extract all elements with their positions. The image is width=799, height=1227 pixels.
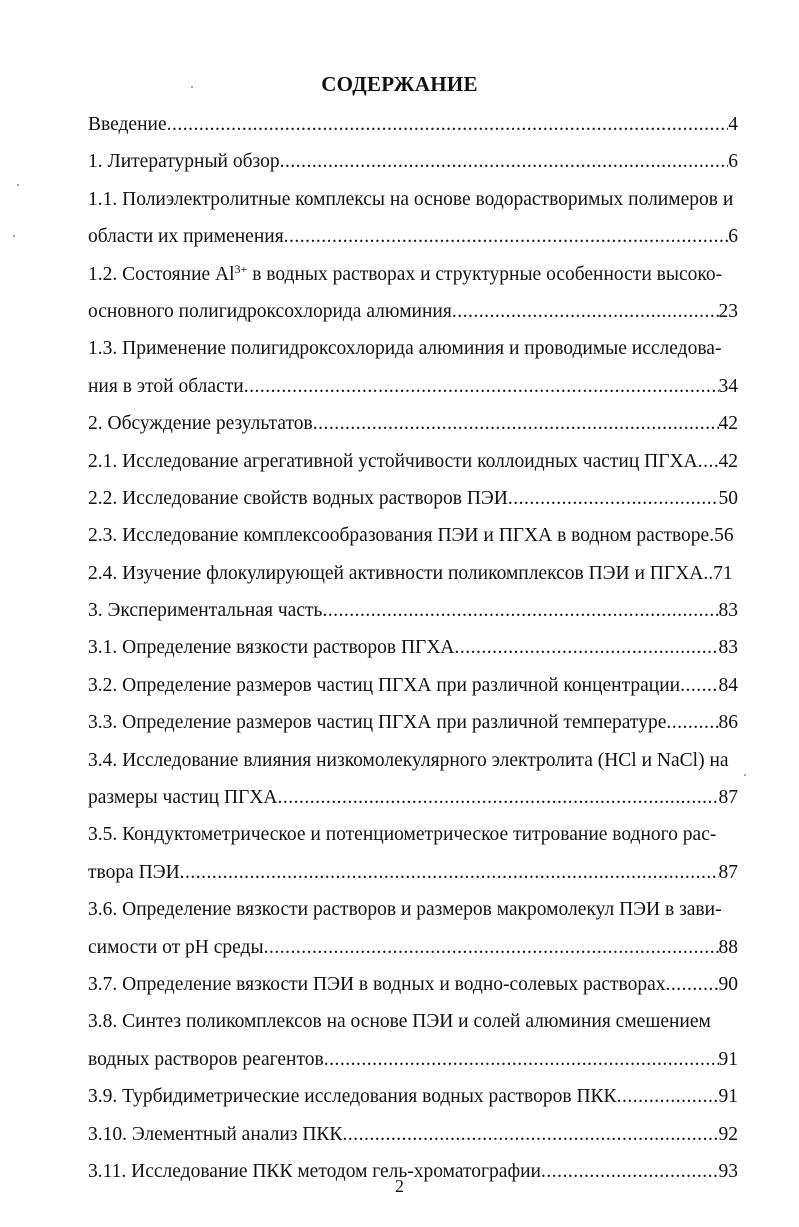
scan-speck: [744, 774, 746, 776]
toc-entry-3-10[interactable]: [88, 1116, 738, 1153]
toc-entry-title: 3.11. Исследование ПКК методом гель-хроматографии: [88, 1160, 541, 1182]
dot-leader: [167, 106, 729, 143]
toc-entry-title: Введение: [88, 114, 167, 135]
toc-entry-title: 2.1. Исследование агрегативной устойчивости коллоидных частиц ПГХА: [88, 450, 698, 472]
toc-entry-title: 3.2. Определение размеров частиц ПГХА при различной концентрации: [88, 674, 681, 696]
toc-entry-title: 3.8. Синтез поликомплексов на основе ПЭИ и солей алюминия смешением: [88, 1011, 711, 1033]
toc-entry-2-4[interactable]: [88, 555, 738, 592]
page-number-footer: 2: [395, 1176, 404, 1196]
toc-page-number: 6: [728, 151, 738, 173]
toc-entry-3-7[interactable]: [88, 966, 738, 1003]
toc-entry-title: 2.2. Исследование свойств водных растворов ПЭИ: [88, 487, 508, 509]
toc-page-number: 86: [718, 712, 738, 734]
toc-entry-2-3[interactable]: [88, 517, 738, 554]
toc-entry-3-4[interactable]: [88, 742, 738, 817]
toc-entry-title: 1. Литературный обзор: [88, 151, 280, 173]
dot-leader: [244, 368, 719, 405]
toc-entry-title-continued: водных растворов реагентов: [88, 1048, 324, 1070]
toc-entry-discussion[interactable]: [88, 405, 738, 442]
toc-entry-title-continued: области их применения: [88, 226, 284, 248]
dot-leader: [342, 1116, 718, 1153]
toc-page-number: 87: [718, 787, 738, 809]
dot-leader: [666, 966, 719, 1003]
toc-page-number: 50: [718, 487, 738, 509]
toc-entry-3-8[interactable]: [88, 1003, 738, 1078]
toc-entry-title: 3.3. Определение размеров частиц ПГХА при различной температуре: [88, 712, 667, 734]
dot-leader: [455, 629, 719, 666]
page-title: СОДЕРЖАНИЕ: [321, 72, 478, 96]
superscript-charge: 3+: [234, 261, 248, 276]
toc-entry-3-5[interactable]: [88, 816, 738, 891]
toc-entry-title: 2.4. Изучение флокулирующей активности поликомплексов ПЭИ и ПГХА..: [88, 562, 714, 584]
toc-page-number: 88: [718, 936, 738, 958]
toc-page-number: 91: [718, 1048, 738, 1070]
toc-entry-experimental[interactable]: [88, 592, 738, 629]
toc-page-number: 42: [718, 450, 738, 472]
toc-entry-literature-review[interactable]: [88, 143, 738, 180]
toc-entry-3-2[interactable]: [88, 667, 738, 704]
dot-leader: [264, 929, 719, 966]
toc-entry-3-9[interactable]: [88, 1078, 738, 1115]
dot-leader: [280, 143, 729, 180]
toc-page-number: 92: [718, 1123, 738, 1145]
toc-entry-1-2[interactable]: [88, 256, 738, 331]
dot-leader: [452, 293, 719, 330]
toc-page-number: 87: [718, 861, 738, 883]
toc-page-number: 91: [718, 1086, 738, 1108]
dot-leader: [666, 704, 718, 741]
toc-entry-introduction[interactable]: [88, 106, 738, 143]
toc-entry-title: 2.3. Исследование комплексообразования ПЭИ и ПГХА в водном растворе.: [88, 525, 715, 547]
toc-entry-title: 3.7. Определение вязкости ПЭИ в водных и водно-солевых растворах: [88, 973, 666, 995]
toc-entry-title: 1.3. Применение полигидроксохлорида алюминия и проводимые исследова-: [88, 338, 722, 360]
toc-entry-title: 3.10. Элементный анализ ПКК: [88, 1123, 343, 1145]
toc-page-number: 90: [718, 973, 738, 995]
toc-entry-title: 3.9. Турбидиметрические исследования водных растворов ПКК: [88, 1086, 617, 1108]
dot-leader: [180, 854, 719, 891]
toc-entry-title: 2. Обсуждение результатов: [88, 413, 313, 435]
toc-page-number: 83: [718, 600, 738, 622]
toc-entry-2-1[interactable]: [88, 443, 738, 480]
dot-leader: [698, 443, 719, 480]
toc-page-number: 4: [728, 114, 738, 135]
toc-entry-3-6[interactable]: [88, 891, 738, 966]
toc-entry-3-3[interactable]: [88, 704, 738, 741]
toc-entry-title: 1.2. Состояние $Al^{3+}$ в водных растворах и структурные особенности высоко-: [88, 261, 723, 285]
dot-leader: [284, 218, 729, 255]
toc-page-number: 23: [718, 300, 738, 322]
toc-page-number: 56: [714, 525, 734, 547]
toc-entry-title: 3.1. Определение вязкости растворов ПГХА: [88, 637, 455, 659]
scan-speck: [13, 235, 15, 237]
dot-leader: [277, 779, 718, 816]
toc-entry-title-continued: размеры частиц ПГХА: [88, 787, 278, 809]
toc-entry-1-3[interactable]: [88, 330, 738, 405]
toc-page-number: 34: [718, 375, 738, 397]
toc-entry-3-1[interactable]: [88, 629, 738, 666]
toc-entry-title-continued: основного полигидроксохлорида алюминия: [88, 300, 452, 322]
dot-leader: [680, 667, 718, 704]
toc-entry-1-1[interactable]: [88, 181, 738, 256]
dot-leader: [508, 480, 719, 517]
toc-page-number: 42: [718, 413, 738, 435]
table-of-contents: [88, 106, 738, 1190]
toc-entry-title-continued: симости от pH среды: [88, 936, 264, 958]
dot-leader: [324, 1041, 719, 1078]
dot-leader: [617, 1078, 719, 1115]
toc-page-number: 83: [718, 637, 738, 659]
toc-page-number: 6: [728, 226, 738, 248]
scan-speck: [191, 86, 193, 88]
toc-entry-2-2[interactable]: [88, 480, 738, 517]
scan-speck: [17, 184, 19, 186]
toc-entry-title-continued: твора ПЭИ: [88, 861, 180, 883]
toc-entry-title: 3. Экспериментальная часть: [88, 600, 323, 622]
toc-page-number: 93: [718, 1160, 738, 1182]
dot-leader: [322, 592, 718, 629]
toc-entry-title: 3.6. Определение вязкости растворов и размеров макромолекул ПЭИ в зави-: [88, 899, 722, 921]
toc-entry-title: 3.5. Кондуктометрическое и потенциометрическое титрование водного рас-: [88, 824, 717, 846]
toc-entry-title: 1.1. Полиэлектролитные комплексы на основе водорастворимых полимеров и: [88, 188, 734, 210]
toc-entry-title: 3.4. Исследование влияния низкомолекулярного электролита (HCl и NaCl) на: [88, 749, 729, 771]
toc-page-number: 71: [713, 562, 733, 584]
toc-page-number: 84: [718, 674, 738, 696]
dot-leader: [313, 405, 719, 442]
toc-entry-title-continued: ния в этой области: [88, 375, 244, 397]
